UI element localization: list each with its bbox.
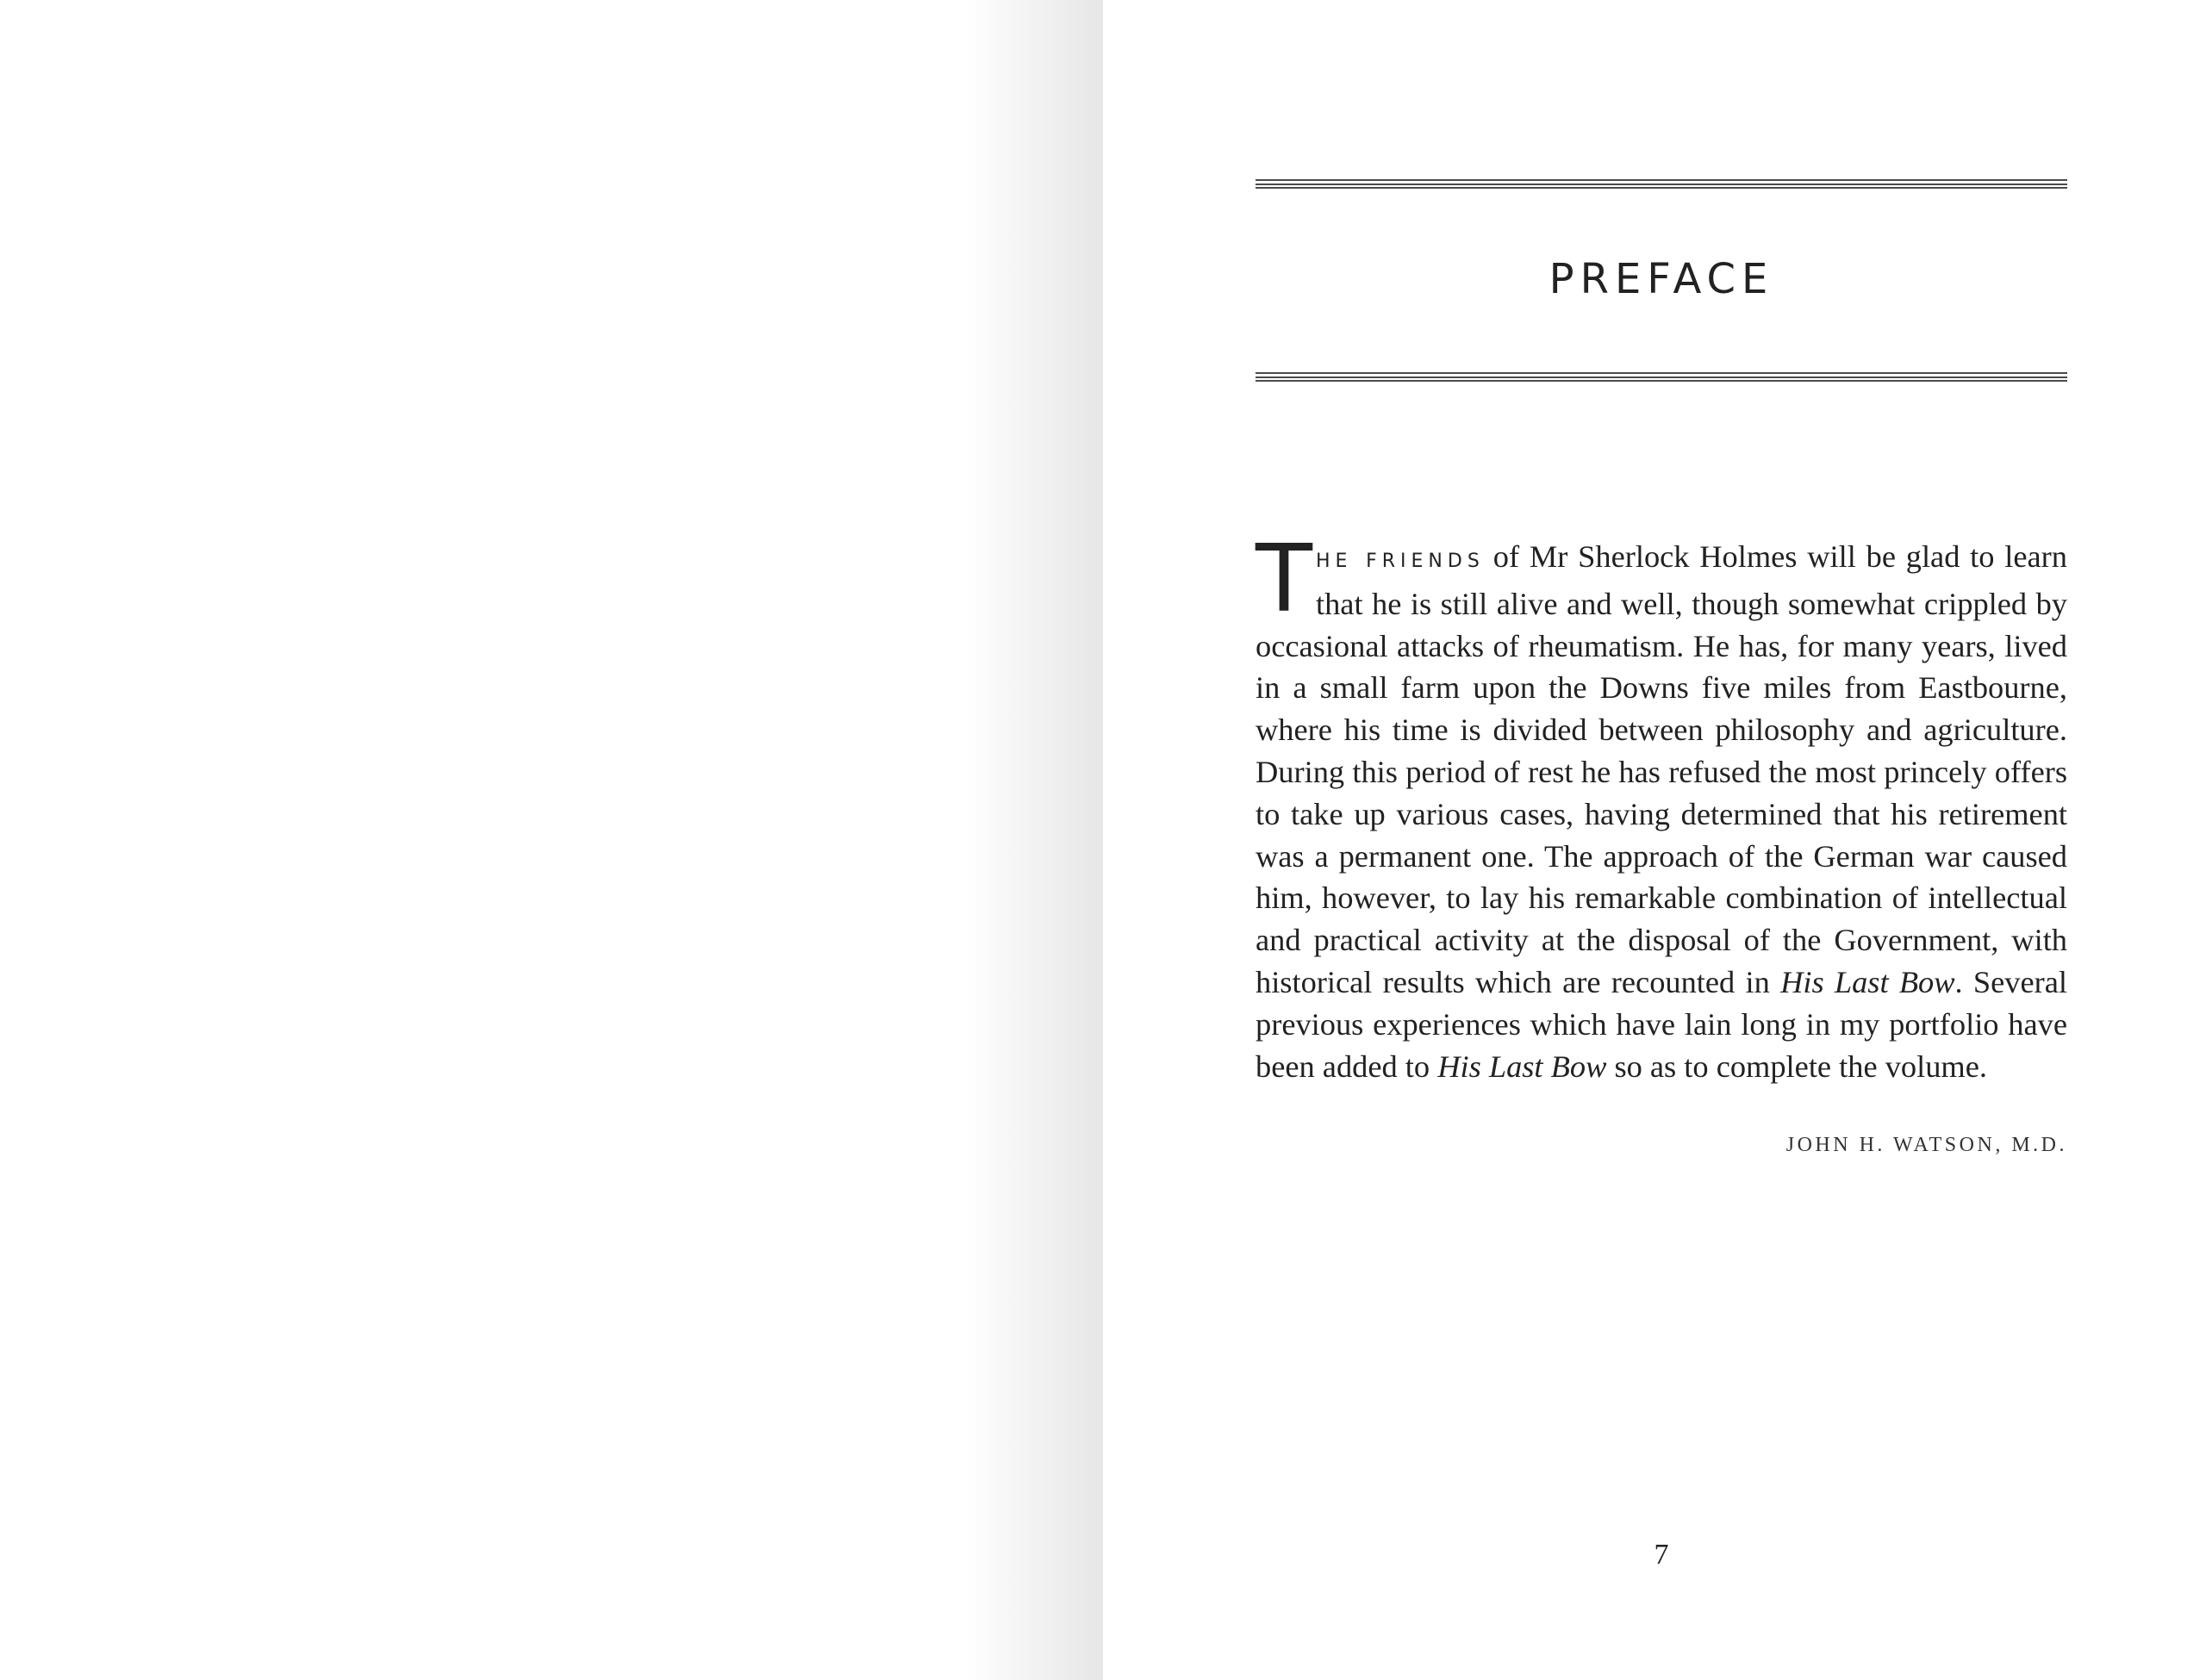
paragraph-text-part-1: of Mr Sherlock Holmes will be glad to learn that he is still alive and well, though somewhat crippled by occasional attacks of rheumatism. He has, for many years, lived in a small farm upon the Downs five miles from Eastbourne, where his time is divided between philosophy and agriculture. During this period of rest he has refused the most princely offers to take up various cases, having determined that his retirement was a permanent one. The approach of the German war caused him, however, to lay his remarkable combination of intellectual and practical activity at the disposal of the Government, with historical results which are recounted in	[1256, 539, 2067, 999]
paragraph-text-part-2: . Several previous experiences which have lain long in my portfolio have been added to	[1256, 964, 2067, 1084]
preface-paragraph	[1256, 526, 2067, 1087]
page-number: 7	[1654, 1539, 1669, 1571]
title-rule-top	[1256, 179, 2067, 189]
drop-cap: T	[1256, 526, 1312, 633]
title-rule-bottom	[1256, 372, 2067, 382]
book-title-italic: His Last Bow	[1780, 964, 1955, 999]
lead-in-smallcaps: HE FRIENDS	[1315, 551, 1485, 572]
chapter-title: PREFACE	[1549, 255, 1774, 303]
paragraph-text-part-3: so as to complete the volume.	[1606, 1048, 1987, 1084]
book-title-italic: His Last Bow	[1437, 1048, 1607, 1084]
author-signature: JOHN H. WATSON, M.D.	[1785, 1134, 2067, 1156]
